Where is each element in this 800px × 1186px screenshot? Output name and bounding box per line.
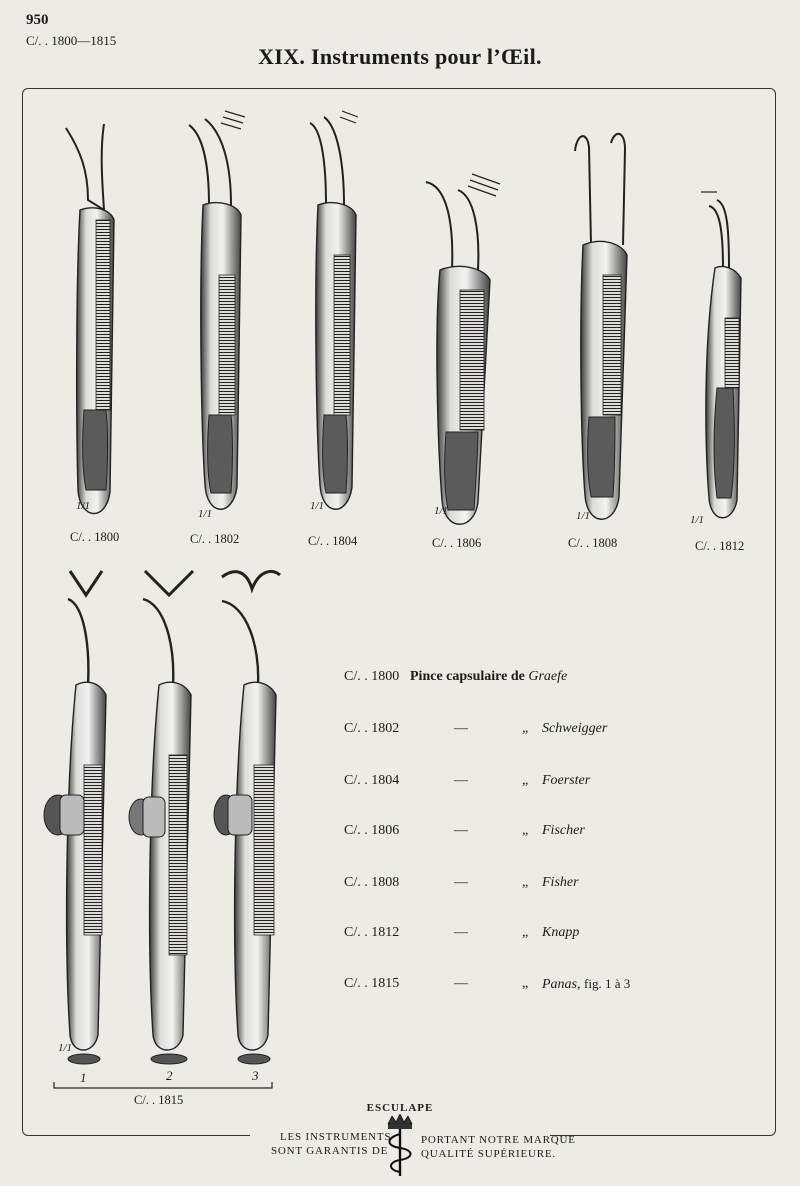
- legend-dash: —: [454, 976, 468, 991]
- page-number: 950: [26, 12, 49, 28]
- brand-line1-right: PORTANT NOTRE MARQUE: [421, 1134, 576, 1146]
- legend-name: Knapp: [542, 925, 580, 940]
- legend-name: Fischer: [542, 823, 585, 838]
- legend-description: Pince capsulaire de: [410, 669, 525, 684]
- forceps-1802-illustration: [183, 105, 263, 530]
- scale-1812: 1/1: [690, 514, 705, 526]
- legend-code: C/. . 1800: [344, 669, 400, 684]
- code-label-1808: C/. . 1808: [568, 536, 618, 550]
- scale-1800: 1/1: [76, 500, 91, 512]
- legend-name: Foerster: [542, 773, 591, 788]
- scale-1808: 1/1: [576, 510, 591, 522]
- scale-1802: 1/1: [198, 508, 213, 520]
- legend-code: C/. . 1804: [344, 773, 400, 788]
- legend-code: C/. . 1808: [344, 875, 400, 890]
- legend-ditto: „: [522, 875, 529, 890]
- code-label-1812: C/. . 1812: [695, 539, 745, 553]
- scale-1804: 1/1: [310, 500, 325, 512]
- scale-1806: 1/1: [434, 505, 449, 517]
- legend-code: C/. . 1812: [344, 925, 400, 940]
- forceps-1806-illustration: [420, 170, 510, 535]
- panas-number-1: 1: [80, 1070, 87, 1085]
- code-label-1804: C/. . 1804: [308, 534, 358, 548]
- legend-figure-ref: fig. 1 à 3: [584, 976, 631, 991]
- panas-bracket: [52, 1080, 274, 1094]
- legend-name-group: [542, 976, 630, 993]
- legend-ditto: „: [522, 773, 529, 788]
- legend-code: C/. . 1802: [344, 721, 400, 736]
- legend-dash: —: [454, 773, 468, 788]
- scale-1815: 1/1: [58, 1042, 73, 1054]
- legend-code: C/. . 1806: [344, 823, 400, 838]
- forceps-1812-illustration: [695, 188, 755, 533]
- panas-forceps-3-illustration: [208, 565, 288, 1070]
- forceps-1804-illustration: [302, 105, 372, 530]
- legend-dash: —: [454, 721, 468, 736]
- panas-number-2: 2: [166, 1068, 173, 1083]
- forceps-1808-illustration: [565, 125, 645, 530]
- page-code-range: C/. . 1800—1815: [26, 33, 117, 48]
- code-label-1806: C/. . 1806: [432, 536, 482, 550]
- brand-line2-right: QUALITÉ SUPÉRIEURE.: [421, 1148, 556, 1160]
- panas-forceps-1-illustration: [40, 565, 120, 1070]
- legend-code: C/. . 1815: [344, 976, 400, 991]
- legend-ditto: „: [522, 823, 529, 838]
- legend-name: Schweigger: [542, 721, 608, 736]
- forceps-1800-illustration: [58, 120, 128, 530]
- brand-name: ESCULAPE: [366, 1102, 434, 1114]
- panas-forceps-2-illustration: [125, 565, 205, 1070]
- legend-description-group: [410, 669, 567, 685]
- brand-line2-left: SONT GARANTIS DE: [271, 1145, 389, 1157]
- code-label-1800: C/. . 1800: [70, 530, 120, 544]
- legend-dash: —: [454, 823, 468, 838]
- legend-ditto: „: [522, 976, 529, 991]
- legend-ditto: „: [522, 925, 529, 940]
- section-title: XIX. Instruments pour l’Œil.: [258, 44, 542, 69]
- code-label-1802: C/. . 1802: [190, 532, 240, 546]
- legend-ditto: „: [522, 721, 529, 736]
- legend-name: Panas,: [542, 977, 581, 992]
- legend-dash: —: [454, 875, 468, 890]
- legend-name: Graefe: [528, 669, 568, 684]
- panas-number-3: 3: [252, 1068, 259, 1083]
- code-label-1815: C/. . 1815: [134, 1093, 184, 1107]
- brand-line1-left: LES INSTRUMENTS: [280, 1131, 392, 1143]
- legend-dash: —: [454, 925, 468, 940]
- legend-name: Fisher: [542, 875, 579, 890]
